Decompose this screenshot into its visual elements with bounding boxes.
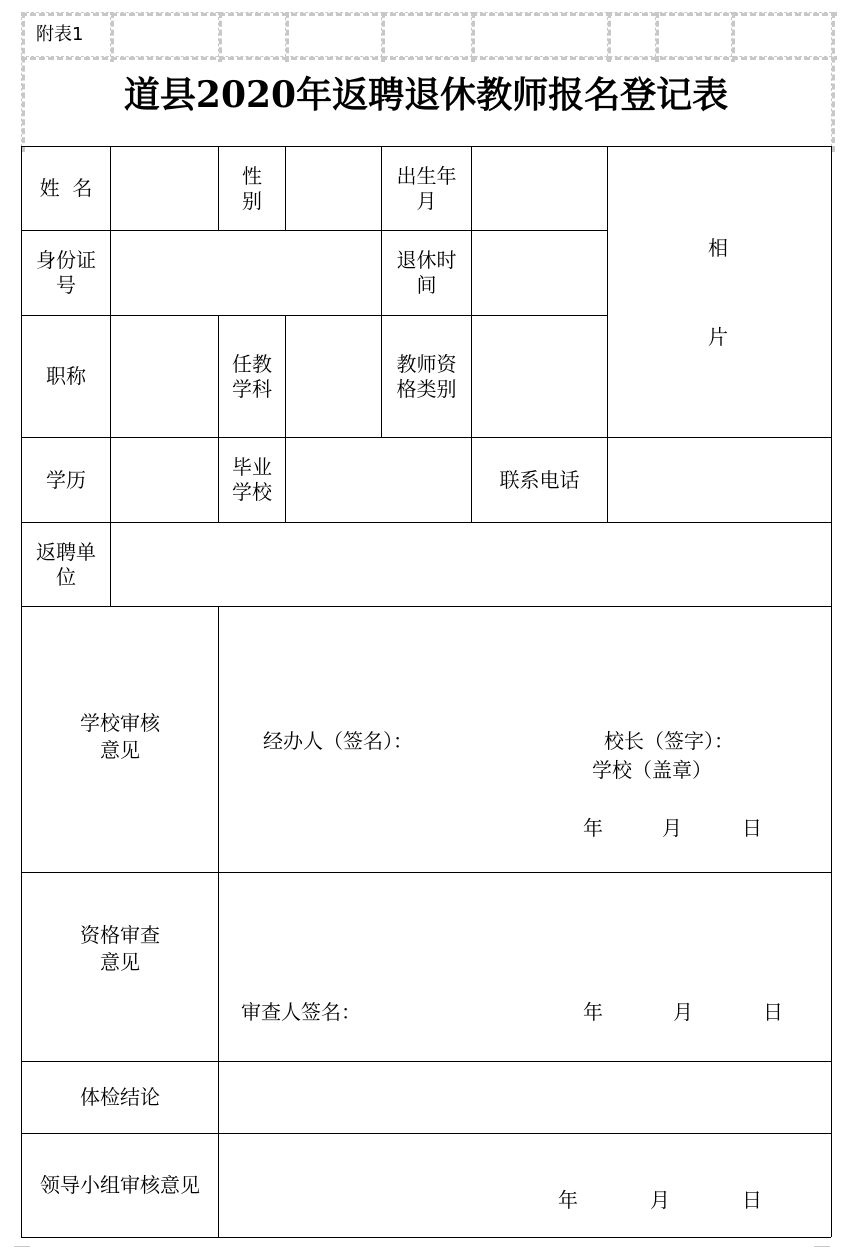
field-physical-exam[interactable] xyxy=(219,1062,831,1133)
qualification-review-day: 日 xyxy=(763,1000,783,1024)
field-job-title[interactable] xyxy=(111,316,218,437)
field-phone[interactable] xyxy=(608,438,831,522)
field-id-number[interactable] xyxy=(111,231,381,315)
photo-label-1: 相 xyxy=(708,236,728,260)
field-retire-time[interactable] xyxy=(472,231,607,315)
field-subject[interactable] xyxy=(286,316,381,437)
principal-signature: 校长（签字）： xyxy=(604,729,734,753)
label-birth: 出生年 月 xyxy=(396,163,457,213)
label-phone: 联系电话 xyxy=(499,467,580,492)
field-birth[interactable] xyxy=(472,147,607,230)
label-qualification: 教师资 格类别 xyxy=(396,351,457,401)
reviewer-signature: 审查人签名： xyxy=(241,1000,361,1024)
field-name[interactable] xyxy=(111,147,218,230)
school-stamp: 学校（盖章） xyxy=(592,758,712,782)
leader-review-month: 月 xyxy=(650,1188,670,1212)
label-subject: 任教 学科 xyxy=(232,351,272,401)
field-rehire-unit[interactable] xyxy=(111,523,831,606)
field-graduated-school[interactable] xyxy=(286,438,471,522)
school-review-month: 月 xyxy=(662,816,682,840)
attachment-label: 附表1 xyxy=(36,24,84,45)
qualification-review-year: 年 xyxy=(583,1000,603,1024)
handler-signature: 经办人（签名）： xyxy=(263,729,413,753)
label-retire-time: 退休时 间 xyxy=(396,248,457,297)
label-rehire-unit: 返聘单 位 xyxy=(36,539,96,589)
label-job-title: 职称 xyxy=(46,364,86,388)
label-name: 姓 名 xyxy=(39,176,93,200)
school-review-year: 年 xyxy=(583,816,603,840)
field-gender[interactable] xyxy=(286,147,381,230)
field-qualification[interactable] xyxy=(472,316,607,437)
label-physical-exam: 体检结论 xyxy=(80,1085,160,1109)
label-school-review: 学校审核 意见 xyxy=(80,710,160,762)
label-leader-review: 领导小组审核意见 xyxy=(40,1173,200,1197)
school-review-day: 日 xyxy=(742,816,762,840)
label-gender: 性 别 xyxy=(242,163,262,213)
label-qualification-review: 资格审查 意见 xyxy=(80,923,160,974)
label-education: 学历 xyxy=(46,467,86,492)
photo-box[interactable] xyxy=(608,147,831,437)
field-education[interactable] xyxy=(111,438,218,522)
label-graduated-school: 毕业 学校 xyxy=(232,455,272,504)
leader-review-day: 日 xyxy=(742,1188,762,1212)
leader-review-year: 年 xyxy=(558,1188,578,1212)
form-title: 道县2020年返聘退休教师报名登记表 xyxy=(123,74,729,116)
label-id-number: 身份证 号 xyxy=(36,248,96,297)
qualification-review-month: 月 xyxy=(673,1000,693,1024)
photo-label-2: 片 xyxy=(708,325,728,349)
